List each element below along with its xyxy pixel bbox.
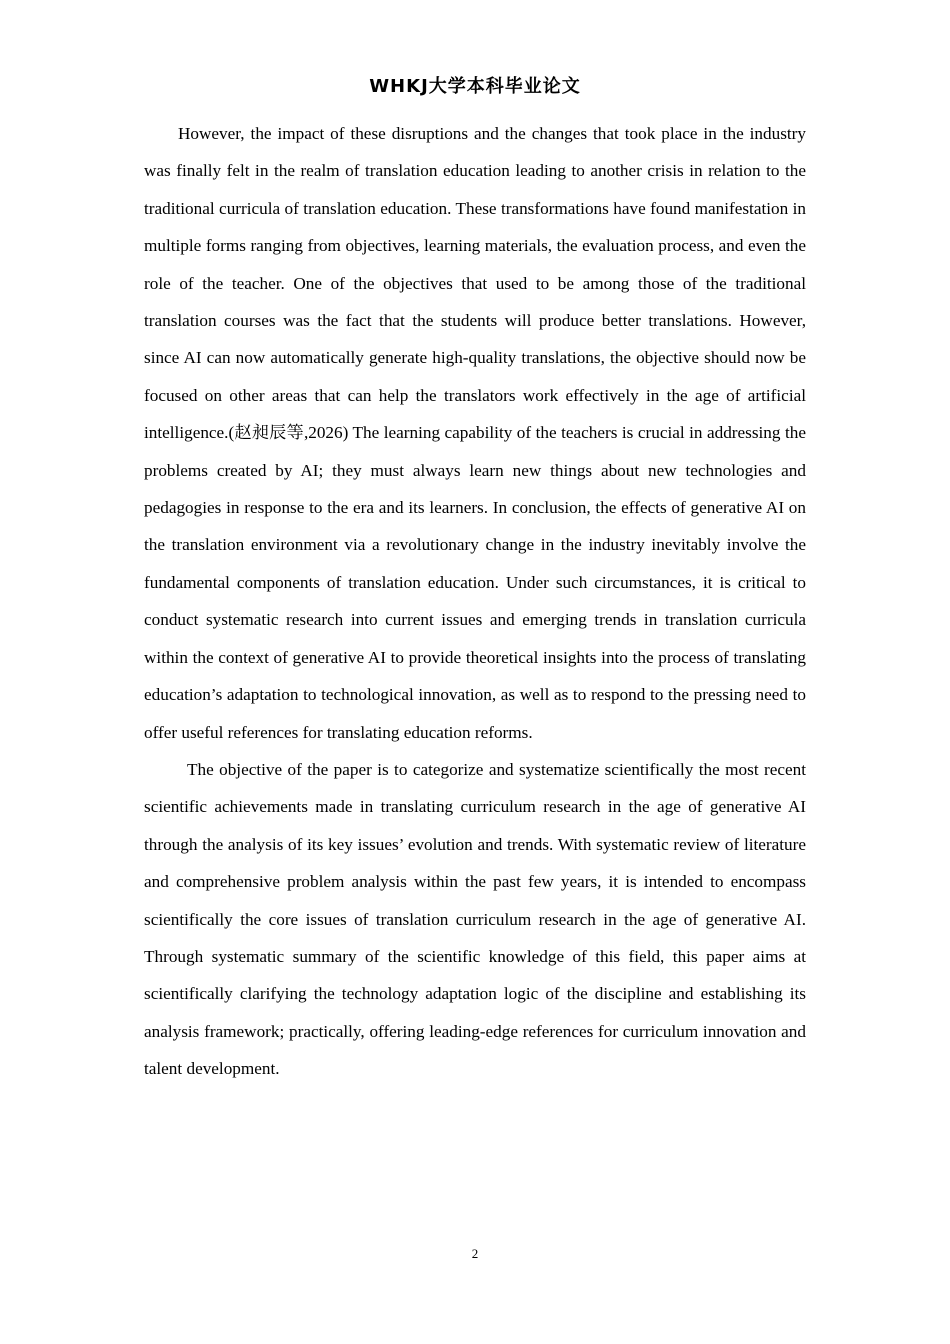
page-number: 2 [471, 1246, 479, 1261]
paragraph-2: The objective of the paper is to categorize and systematize scientifically the most recent scientific achievements made in translating curriculum research in the age of generative AI through the analysis of its key issues’ evolution and trends. With systematic review of literature and comprehensive problem analysis within the past few years, it is intended to encompass scientifically the core issues of translation curriculum research in the age of generative AI. Through systematic summary of the scientific knowledge of this field, this paper aims at scientifically clarifying the technology adaptation logic of the discipline and establishing its analysis framework; practically, offering leading-edge references for curriculum innovation and talent development. [144, 759, 806, 1079]
paragraph-1: However, the impact of these disruptions and the changes that took place in the industry was finally felt in the realm of translation education leading to another crisis in relation to the traditional curricula of translation education. These transformations have found manifestation in multiple forms ranging from objectives, learning materials, the evaluation process, and even the role of the teacher. One of the objectives that used to be among those of the traditional translation courses was the fact that the students will produce better translations. However, since AI can now automatically generate high-quality translations, the objective should now be focused on other areas that can help the translators work effectively in the age of artificial intelligence.(赵昶辰等,2026) The learning capability of the teachers is crucial in addressing the problems created by AI; they must always learn new things about new technologies and pedagogies in response to the era and its learners. In conclusion, the effects of generative AI on the translation environment via a revolutionary change in the industry inevitably involve the fundamental components of translation education. Under such circumstances, it is critical to conduct systematic research into current issues and emerging trends in translation curricula within the context of generative AI to provide theoretical insights into the process of translating education’s adaptation to technological innovation, as well as to respond to the pressing need to offer useful references for translating education reforms. [144, 124, 806, 742]
body-text [144, 115, 806, 1088]
running-header: WHKJ大学本科毕业论文 [369, 76, 581, 97]
